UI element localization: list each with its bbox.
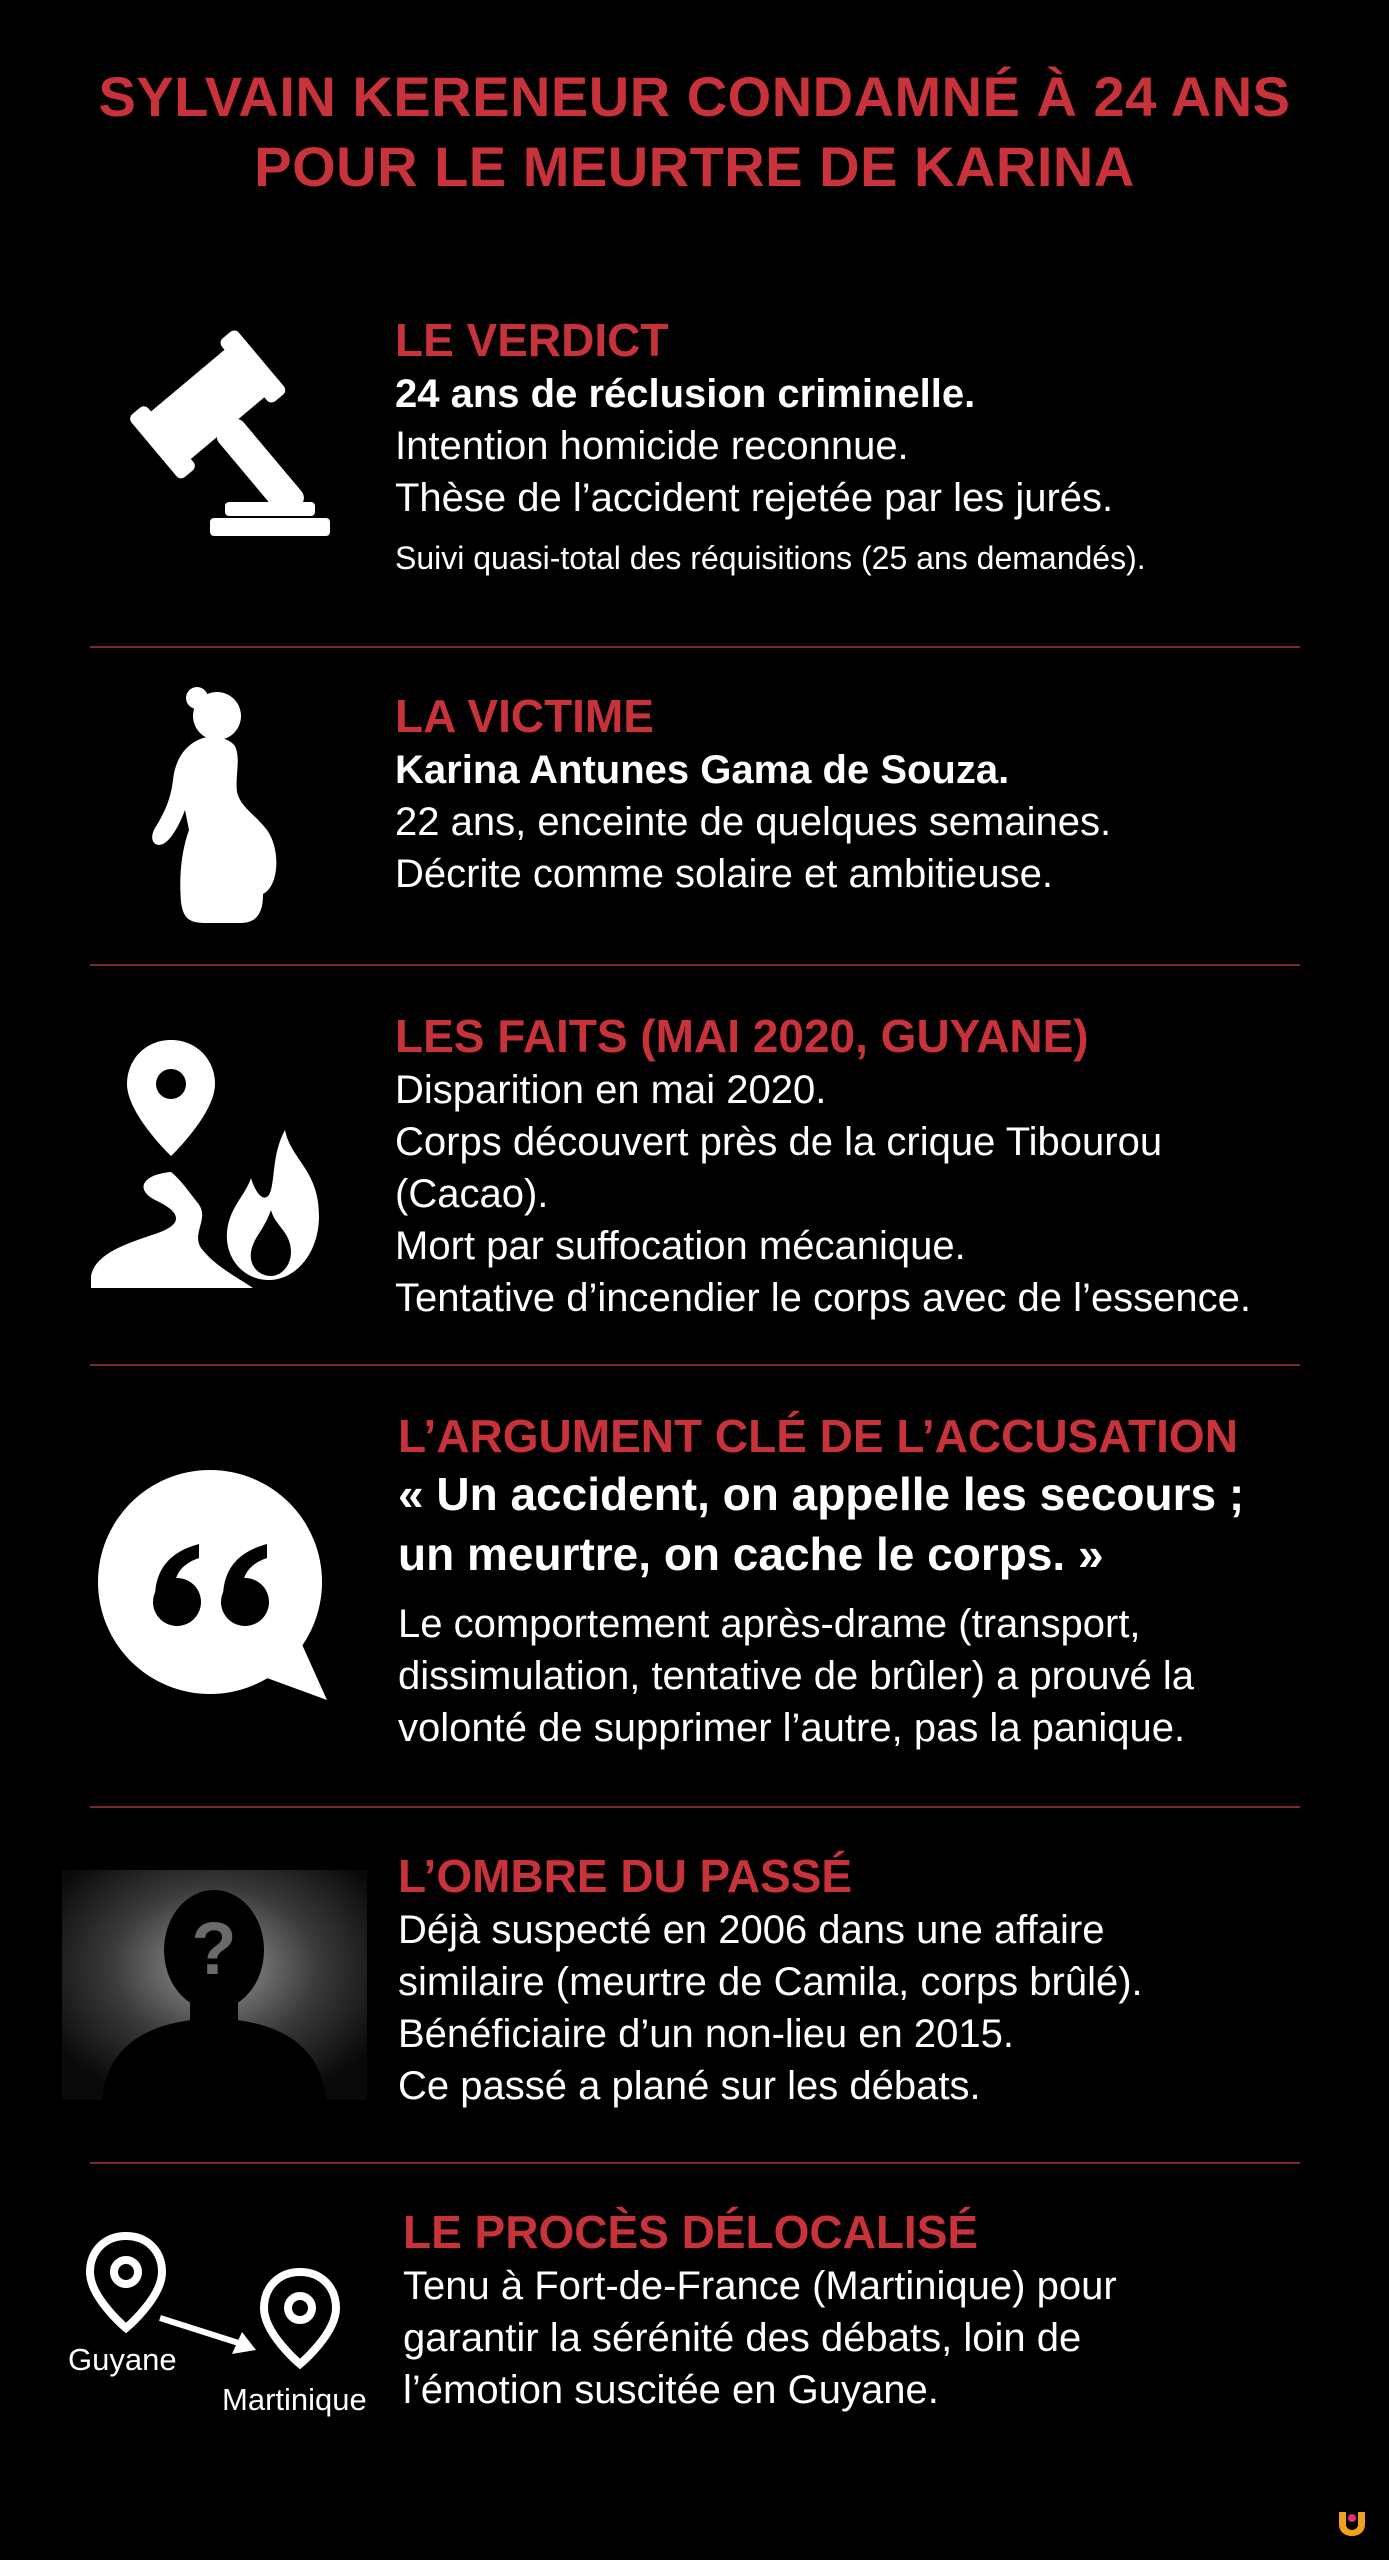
trial-content xyxy=(403,2204,1117,2416)
argument-line: dissimulation, tentative de brûler) a prouvé la xyxy=(398,1654,1194,1698)
facts-line: Disparition en mai 2020. xyxy=(395,1068,827,1112)
pregnant-woman-icon xyxy=(145,680,295,930)
facts-content xyxy=(395,1008,1251,1324)
victim-strong: Karina Antunes Gama de Souza. xyxy=(395,748,1010,792)
facts-line: Tentative d’incendier le corps avec de l’essence. xyxy=(395,1276,1252,1320)
argument-heading: L’ARGUMENT CLÉ DE L’ACCUSATION xyxy=(398,1410,1238,1462)
past-line: Déjà suspecté en 2006 dans une affaire xyxy=(398,1908,1105,1952)
facts-line: Mort par suffocation mécanique. xyxy=(395,1224,966,1268)
map-label-from: Guyane xyxy=(68,2342,177,2377)
verdict-strong: 24 ans de réclusion criminelle. xyxy=(395,372,976,416)
page-title-line-1: SYLVAIN KERENEUR CONDAMNÉ À 24 ANS xyxy=(98,65,1291,128)
section-argument xyxy=(0,1400,1389,1800)
divider xyxy=(90,964,1300,966)
argument-content xyxy=(398,1408,1244,1754)
victim-heading: LA VICTIME xyxy=(395,690,654,742)
page-title xyxy=(0,62,1389,202)
unknown-person-icon xyxy=(62,1870,367,2105)
map-label-to: Martinique xyxy=(222,2382,367,2417)
section-verdict xyxy=(0,300,1389,640)
section-victim xyxy=(0,680,1389,960)
past-line: Bénéficiaire d’un non-lieu en 2015. xyxy=(398,2012,1014,2056)
past-line: Ce passé a plané sur les débats. xyxy=(398,2064,981,2108)
quote-bubble-icon xyxy=(95,1470,335,1715)
trial-line: garantir la sérénité des débats, loin de xyxy=(403,2316,1082,2360)
trial-line: l’émotion suscitée en Guyane. xyxy=(403,2368,939,2412)
section-past xyxy=(0,1840,1389,2170)
section-facts xyxy=(0,1000,1389,1360)
page-title-line-2: POUR LE MEURTRE DE KARINA xyxy=(254,135,1135,198)
victim-line: Décrite comme solaire et ambitieuse. xyxy=(395,852,1054,896)
location-fire-icon xyxy=(85,1040,345,1295)
divider xyxy=(90,1364,1300,1366)
argument-line: volonté de supprimer l’autre, pas la panique. xyxy=(398,1706,1186,1750)
facts-line: Corps découvert près de la crique Tibourou xyxy=(395,1120,1163,1164)
victim-line: 22 ans, enceinte de quelques semaines. xyxy=(395,800,1112,844)
verdict-line: Thèse de l’accident rejetée par les jurés. xyxy=(395,476,1114,520)
verdict-heading: LE VERDICT xyxy=(395,314,669,366)
past-line: similaire (meurtre de Camila, corps brûlé). xyxy=(398,1960,1143,2004)
corner-logo-icon xyxy=(1335,2508,1369,2543)
argument-line: Le comportement après-drame (transport, xyxy=(398,1602,1141,1646)
past-heading: L’OMBRE DU PASSÉ xyxy=(398,1850,853,1902)
past-content xyxy=(398,1848,1143,2112)
trial-line: Tenu à Fort-de-France (Martinique) pour xyxy=(403,2264,1117,2308)
argument-quote: un meurtre, on cache le corps. » xyxy=(398,1528,1104,1580)
facts-heading: LES FAITS (MAI 2020, GUYANE) xyxy=(395,1010,1089,1062)
verdict-content xyxy=(395,312,1146,580)
verdict-note: Suivi quasi-total des réquisitions (25 ans demandés). xyxy=(395,540,1146,576)
relocation-map-icon xyxy=(60,2216,390,2446)
svg-text:?: ? xyxy=(191,1907,237,1990)
facts-line: (Cacao). xyxy=(395,1172,549,1216)
section-trial xyxy=(0,2196,1389,2496)
verdict-line: Intention homicide reconnue. xyxy=(395,424,909,468)
gavel-icon xyxy=(85,330,345,545)
divider xyxy=(90,646,1300,648)
victim-content xyxy=(395,688,1111,900)
trial-heading: LE PROCÈS DÉLOCALISÉ xyxy=(403,2206,979,2258)
argument-quote: « Un accident, on appelle les secours ; xyxy=(398,1468,1245,1520)
divider xyxy=(90,1806,1300,1808)
divider xyxy=(90,2162,1300,2164)
